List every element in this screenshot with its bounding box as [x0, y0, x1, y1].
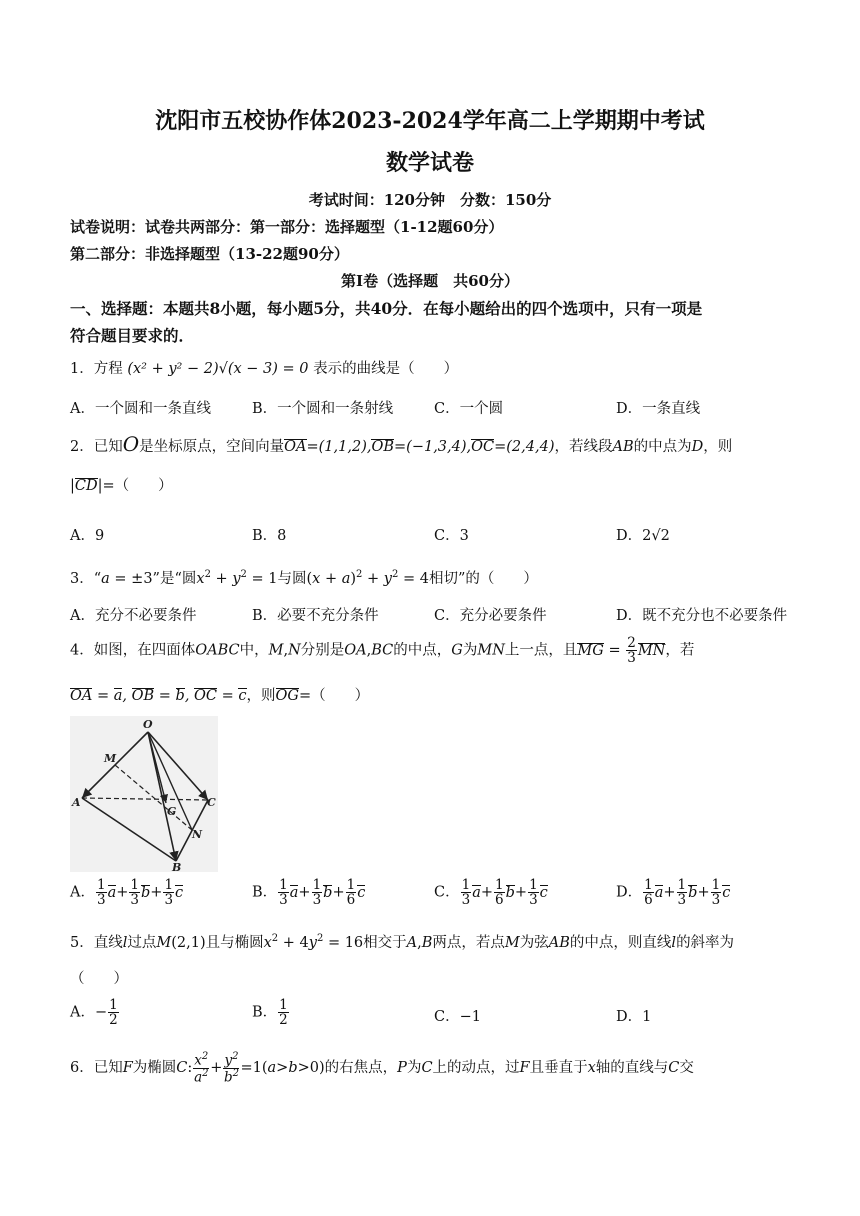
q1-equation: (x² + y² − 2)√(x − 3) = 0 [127, 361, 309, 377]
question-3: 3．“a = ±3”是“圆$x^2 + y^2 = 1$与圆$(x + a)^2 + y^2 = 4$相切”的（ ） [70, 569, 538, 587]
question-5-line-2: （ ） [70, 971, 128, 987]
q4-text-f: 上一点，且 [504, 642, 578, 659]
question-1 [70, 357, 458, 378]
segment-mn [115, 765, 192, 830]
q4-option-a: A． $\frac{1}{3}$ a+ $\frac{1}{3}$ b+ $\frac{1}{3}$ c [70, 877, 184, 909]
q5-option-d: D．1 [616, 1009, 652, 1025]
q6-text-b: 为椭圆 [132, 1060, 177, 1077]
q2-option-d: D．2√2 [616, 528, 670, 544]
q4-text-b: 中， [239, 642, 269, 659]
q3-tail: 相切”的（ ） [428, 571, 538, 587]
q5-text-b: 过点 [127, 935, 157, 951]
q4-end: =（ ） [299, 688, 370, 704]
q4-text-a: 4．如图，在四面体 [70, 642, 196, 659]
q3-option-c: C．充分必要条件 [434, 608, 547, 624]
q1-option-a: A．一个圆和一条直线 [70, 401, 211, 417]
question-2-line-2 [70, 474, 173, 495]
q4-text-d: 的中点， [393, 642, 452, 659]
q2-text-b: 是坐标原点，空间向量 [139, 439, 285, 455]
label-o: O [143, 718, 153, 731]
paper-title: 沈阳市五校协作体2023-2024学年高二上学期期中考试 [155, 108, 705, 134]
exam-note-2: 第二部分：非选择题型（13-22题90分） [70, 245, 349, 263]
q3-option-d: D．既不充分也不必要条件 [616, 608, 788, 624]
label-n: N [192, 828, 203, 841]
q5-text-e: 两点，若点 [432, 935, 505, 951]
q2-origin-o: O [122, 432, 140, 456]
q1-number: 1．方程 [70, 361, 123, 377]
q4-text-e: 为 [462, 642, 478, 659]
q2-option-c: C．3 [434, 528, 469, 544]
q4-option-b: B． $\frac{1}{3}$ a+ $\frac{1}{3}$ b+ $\frac{1}{6}$ c [252, 877, 366, 909]
q2-text-e: ，则 [703, 439, 733, 455]
question-2-line-1 [70, 432, 732, 456]
q5-option-c: C．−1 [434, 1009, 481, 1025]
q3-option-b: B．必要不充分条件 [252, 608, 379, 624]
q6-text-e: 上的动点，过 [432, 1060, 520, 1077]
q2-cd-abs: |CD| [70, 478, 103, 494]
q2-text-a: 2．已知 [70, 439, 123, 455]
q5-text-f: 为弦 [519, 935, 549, 951]
q1-option-b: B．一个圆和一条射线 [252, 401, 394, 417]
part-instructions-1: 一、选择题：本题共8小题，每小题5分，共40分．在每小题给出的四个选项中，只有一项是 [70, 299, 703, 318]
q5-text-d: 相交于 [363, 935, 407, 951]
q1-tail: 表示的曲线是（ ） [313, 361, 459, 377]
q1-option-c: C．一个圆 [434, 401, 504, 417]
q3-mid2: 与圆 [277, 571, 307, 587]
q4-text-c: 分别是 [300, 642, 345, 659]
q4-tail: ，则 [246, 688, 276, 704]
q3-prefix: 3．“ [70, 571, 102, 587]
q2-ab: AB [612, 439, 634, 455]
q6-text-a: 6．已知 [70, 1060, 123, 1077]
q4-text-g: ，若 [665, 642, 695, 659]
label-c: C [207, 796, 216, 809]
label-m: M [104, 752, 117, 765]
q2-tail: =（ ） [102, 478, 173, 494]
paper-subtitle: 数学试卷 [385, 150, 474, 176]
question-4-line-1: 4．如图，在四面体OABC中，M,N分别是OA,BC的中点，G为MN上一点，且MG = $\frac{2}{3}$ MN，若 [70, 635, 695, 667]
q6-text-f: 且垂直于 [529, 1060, 588, 1077]
q6-text-g: 轴的直线与 [595, 1060, 669, 1077]
question-6-line-1: 6．已知F为椭圆C: $\frac{x^2}{a^2}$ + $\frac{y^2}{b^2}$ =1(a>b>0)的右焦点，P为C上的动点，过F且垂直于x轴的直线与C交 [70, 1051, 694, 1086]
label-g: G [167, 805, 177, 818]
q6-text-h: 交 [679, 1060, 694, 1077]
q2-option-a: A．9 [70, 528, 105, 544]
q3-mid1: ”是“圆 [152, 571, 197, 587]
edge-ac [82, 798, 208, 800]
tetrahedron-figure [70, 716, 218, 872]
q1-option-d: D．一条直线 [616, 401, 701, 417]
part-instructions-2: 符合题目要求的． [70, 326, 195, 345]
tetrahedron-diagram [70, 716, 218, 872]
q5-option-a: A．− $\frac{1}{2}$ [70, 997, 118, 1029]
q2-d: D [691, 439, 704, 455]
q2-option-b: B．8 [252, 528, 287, 544]
q2-text-c: ，若线段 [554, 439, 613, 455]
q6-text-d: 为 [406, 1060, 422, 1077]
q5-text-c: 且与椭圆 [205, 935, 264, 951]
edge-ab [82, 798, 176, 861]
question-5-line-1: 5．直线l过点M(2,1)且与椭圆$x^2 + 4y^2 = 16$相交于A,B两点，若点M为弦AB的中点，则直线l的斜率为 [70, 933, 735, 951]
q5-text-a: 5．直线 [70, 935, 123, 951]
q5-text-g: 的中点，则直线 [569, 935, 672, 951]
label-a: A [72, 796, 81, 809]
q3-option-a: A．充分不必要条件 [70, 608, 197, 624]
exam-info: 考试时间：120分钟 分数：150分 [308, 191, 552, 209]
q4-option-c: C． $\frac{1}{3}$ a+ $\frac{1}{6}$ b+ $\frac{1}{3}$ c [434, 877, 548, 909]
section-title: 第Ⅰ卷（选择题 共60分） [341, 272, 519, 290]
q4-option-d: D． $\frac{1}{6}$ a+ $\frac{1}{3}$ b+ $\frac{1}{3}$ c [616, 877, 731, 909]
q6-text-c: 的右焦点， [324, 1060, 398, 1077]
q2-text-d: 的中点为 [633, 439, 692, 455]
question-4-line-2: OA = a, OB = b, OC = c，则OG=（ ） [70, 688, 370, 704]
q5-text-h: 的斜率为 [676, 935, 735, 951]
q2-vectors: OA=(1,1,2),OB=(−1,3,4),OC=(2,4,4) [284, 439, 555, 455]
label-b: B [172, 861, 182, 872]
q5-option-b: B． $\frac{1}{2}$ [252, 997, 288, 1029]
exam-note-1: 试卷说明：试卷共两部分：第一部分：选择题型（1-12题60分） [70, 218, 504, 236]
